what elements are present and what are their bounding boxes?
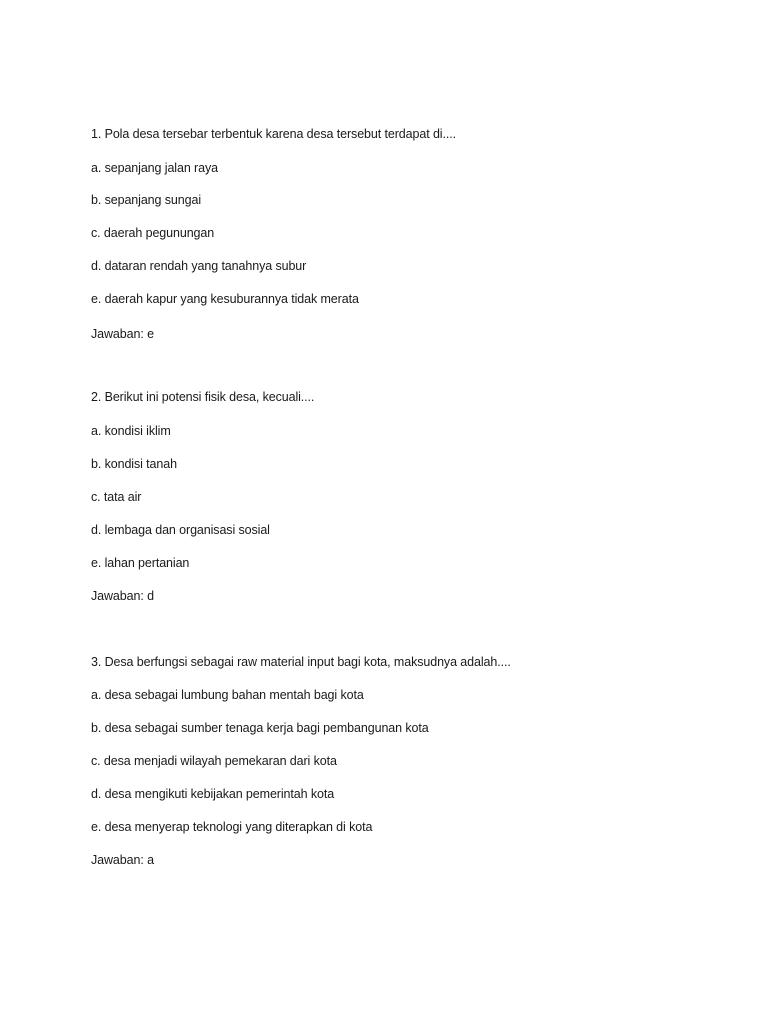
question-text: 2. Berikut ini potensi fisik desa, kecuali....	[91, 390, 315, 404]
option-c: c. tata air	[91, 490, 142, 504]
option-e: e. daerah kapur yang kesuburannya tidak merata	[91, 292, 359, 306]
option-d: d. lembaga dan organisasi sosial	[91, 523, 270, 537]
option-a: a. sepanjang jalan raya	[91, 161, 218, 175]
answer-text: Jawaban: d	[91, 589, 154, 603]
question-text: 3. Desa berfungsi sebagai raw material input bagi kota, maksudnya adalah....	[91, 655, 511, 669]
option-c: c. desa menjadi wilayah pemekaran dari kota	[91, 754, 337, 768]
option-b: b. desa sebagai sumber tenaga kerja bagi pembangunan kota	[91, 721, 429, 735]
option-b: b. sepanjang sungai	[91, 193, 201, 207]
option-a: a. kondisi iklim	[91, 424, 171, 438]
option-c: c. daerah pegunungan	[91, 226, 215, 240]
option-e: e. lahan pertanian	[91, 556, 190, 570]
option-e: e. desa menyerap teknologi yang diterapkan di kota	[91, 820, 373, 834]
answer-text: Jawaban: a	[91, 853, 154, 867]
option-d: d. dataran rendah yang tanahnya subur	[91, 259, 307, 273]
option-d: d. desa mengikuti kebijakan pemerintah kota	[91, 787, 335, 801]
answer-text: Jawaban: e	[91, 327, 154, 341]
option-a: a. desa sebagai lumbung bahan mentah bagi kota	[91, 688, 364, 702]
option-b: b. kondisi tanah	[91, 457, 177, 471]
question-text: 1. Pola desa tersebar terbentuk karena desa tersebut terdapat di....	[91, 127, 456, 141]
